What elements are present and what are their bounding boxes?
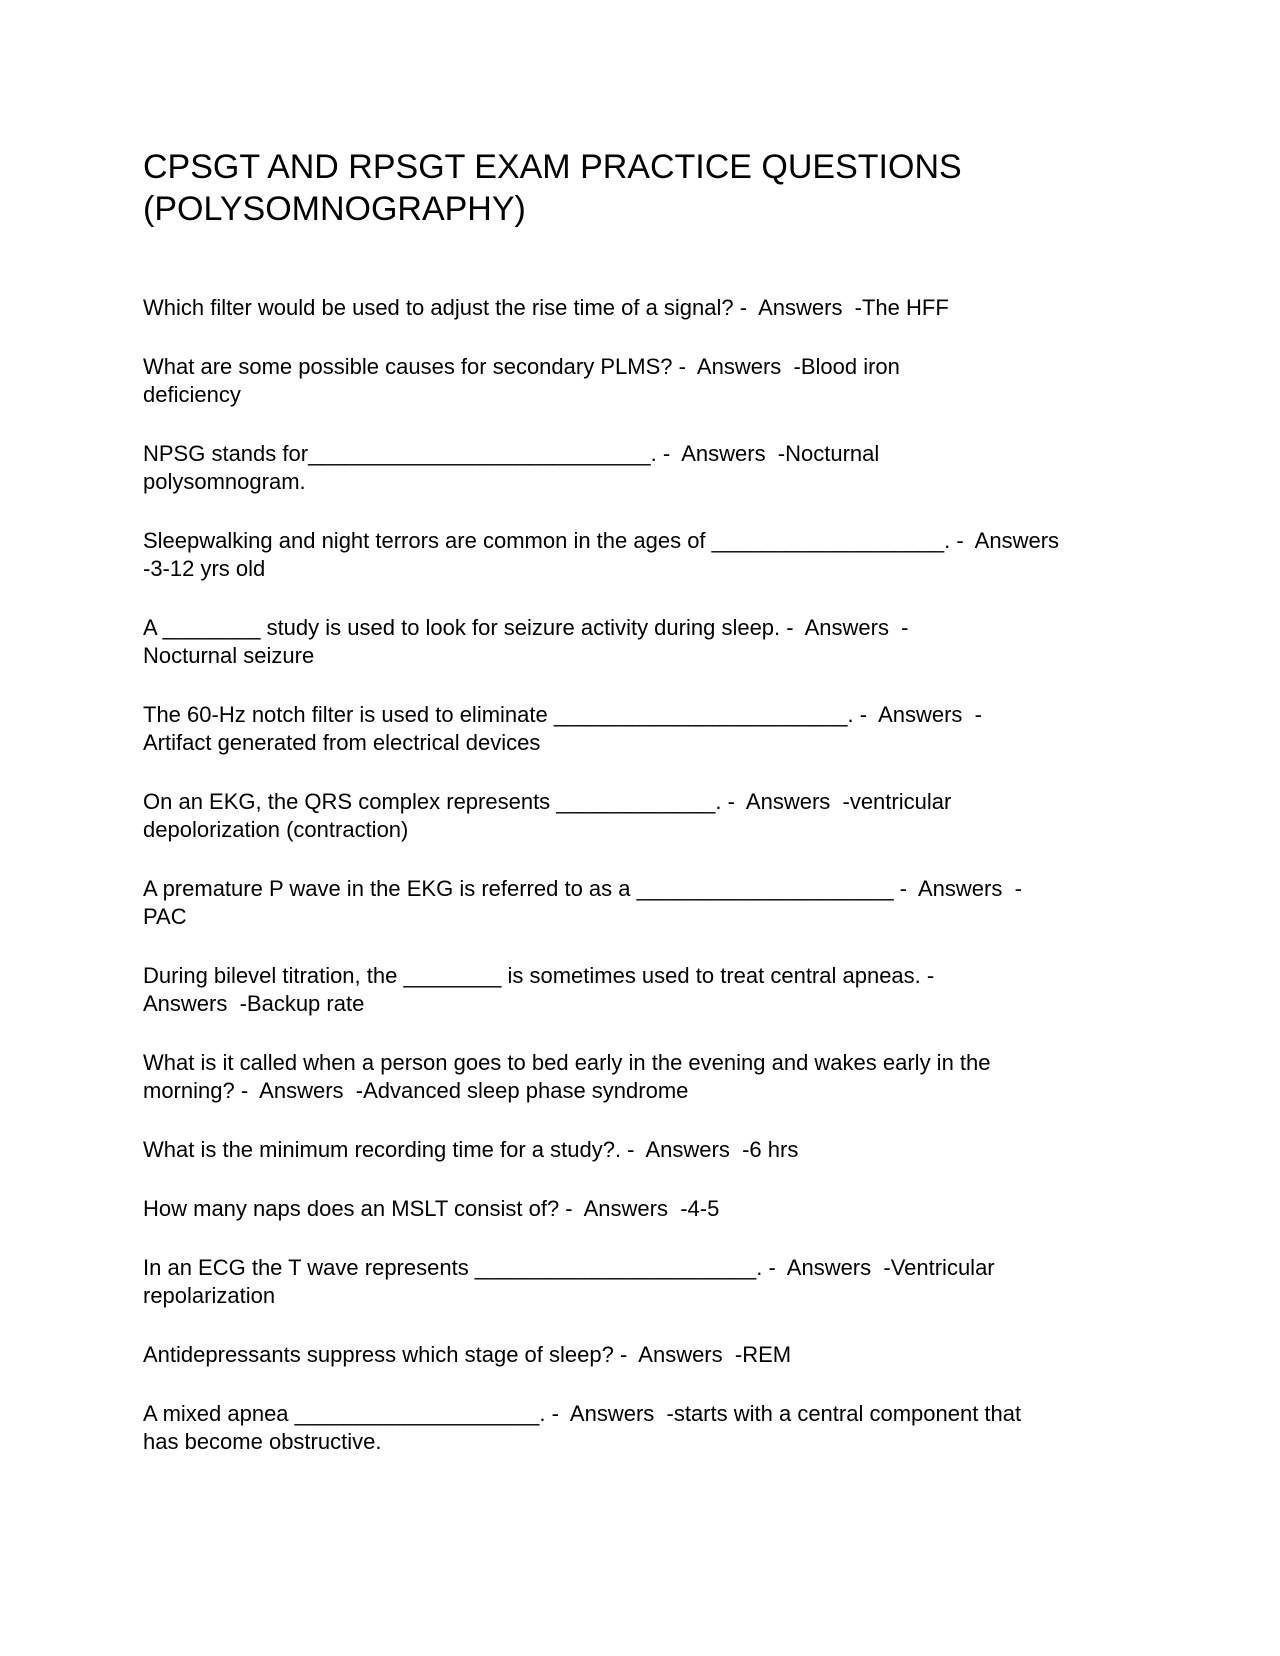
qa-item [143, 788, 1143, 844]
qa-line: repolarization [143, 1283, 276, 1308]
qa-item [143, 527, 1143, 583]
qa-item [143, 1254, 1143, 1310]
qa-item [143, 875, 1143, 931]
qa-line: What are some possible causes for secondary PLMS? - Answers -Blood iron [143, 354, 900, 379]
qa-line: During bilevel titration, the ________ is sometimes used to treat central apneas. - [143, 963, 935, 988]
qa-line: A mixed apnea ____________________. - Answers -starts with a central component that [143, 1401, 1022, 1426]
qa-line: morning? - Answers -Advanced sleep phase syndrome [143, 1078, 689, 1103]
qa-item [143, 353, 1143, 409]
qa-line: Nocturnal seizure [143, 643, 315, 668]
qa-line: A premature P wave in the EKG is referred to as a _____________________ - Answers - [143, 876, 1022, 901]
qa-line: -3-12 yrs old [143, 556, 266, 581]
document-content [143, 146, 1143, 1487]
qa-line: Antidepressants suppress which stage of sleep? - Answers -REM [143, 1342, 792, 1367]
qa-line: depolorization (contraction) [143, 817, 409, 842]
qa-item [143, 294, 1143, 322]
qa-line: polysomnogram. [143, 469, 306, 494]
qa-item [143, 1049, 1143, 1105]
qa-line: What is it called when a person goes to bed early in the evening and wakes early in the [143, 1050, 991, 1075]
qa-item [143, 1400, 1143, 1456]
qa-line: Answers -Backup rate [143, 991, 365, 1016]
document-title [143, 146, 1143, 230]
qa-line: On an EKG, the QRS complex represents _____________. - Answers -ventricular [143, 789, 952, 814]
qa-line: deficiency [143, 382, 241, 407]
qa-line: What is the minimum recording time for a study?. - Answers -6 hrs [143, 1137, 799, 1162]
qa-line: In an ECG the T wave represents _______________________. - Answers -Ventricular [143, 1255, 995, 1280]
qa-item [143, 614, 1143, 670]
title-line: CPSGT AND RPSGT EXAM PRACTICE QUESTIONS [143, 148, 962, 186]
qa-line: A ________ study is used to look for seizure activity during sleep. - Answers - [143, 615, 909, 640]
qa-item [143, 1195, 1143, 1223]
qa-line: Which filter would be used to adjust the rise time of a signal? - Answers -The HFF [143, 295, 949, 320]
qa-line: PAC [143, 904, 187, 929]
qa-line: Artifact generated from electrical devices [143, 730, 541, 755]
qa-line: NPSG stands for____________________________. - Answers -Nocturnal [143, 441, 880, 466]
title-line: (POLYSOMNOGRAPHY) [143, 190, 526, 228]
qa-list [143, 294, 1143, 1456]
qa-item [143, 1341, 1143, 1369]
qa-line: The 60-Hz notch filter is used to eliminate ________________________. - Answers - [143, 702, 982, 727]
qa-line: How many naps does an MSLT consist of? - Answers -4-5 [143, 1196, 720, 1221]
qa-line: Sleepwalking and night terrors are common in the ages of ___________________. - Answers [143, 528, 1060, 553]
qa-item [143, 962, 1143, 1018]
qa-item [143, 440, 1143, 496]
qa-item [143, 701, 1143, 757]
qa-item [143, 1136, 1143, 1164]
qa-line: has become obstructive. [143, 1429, 382, 1454]
